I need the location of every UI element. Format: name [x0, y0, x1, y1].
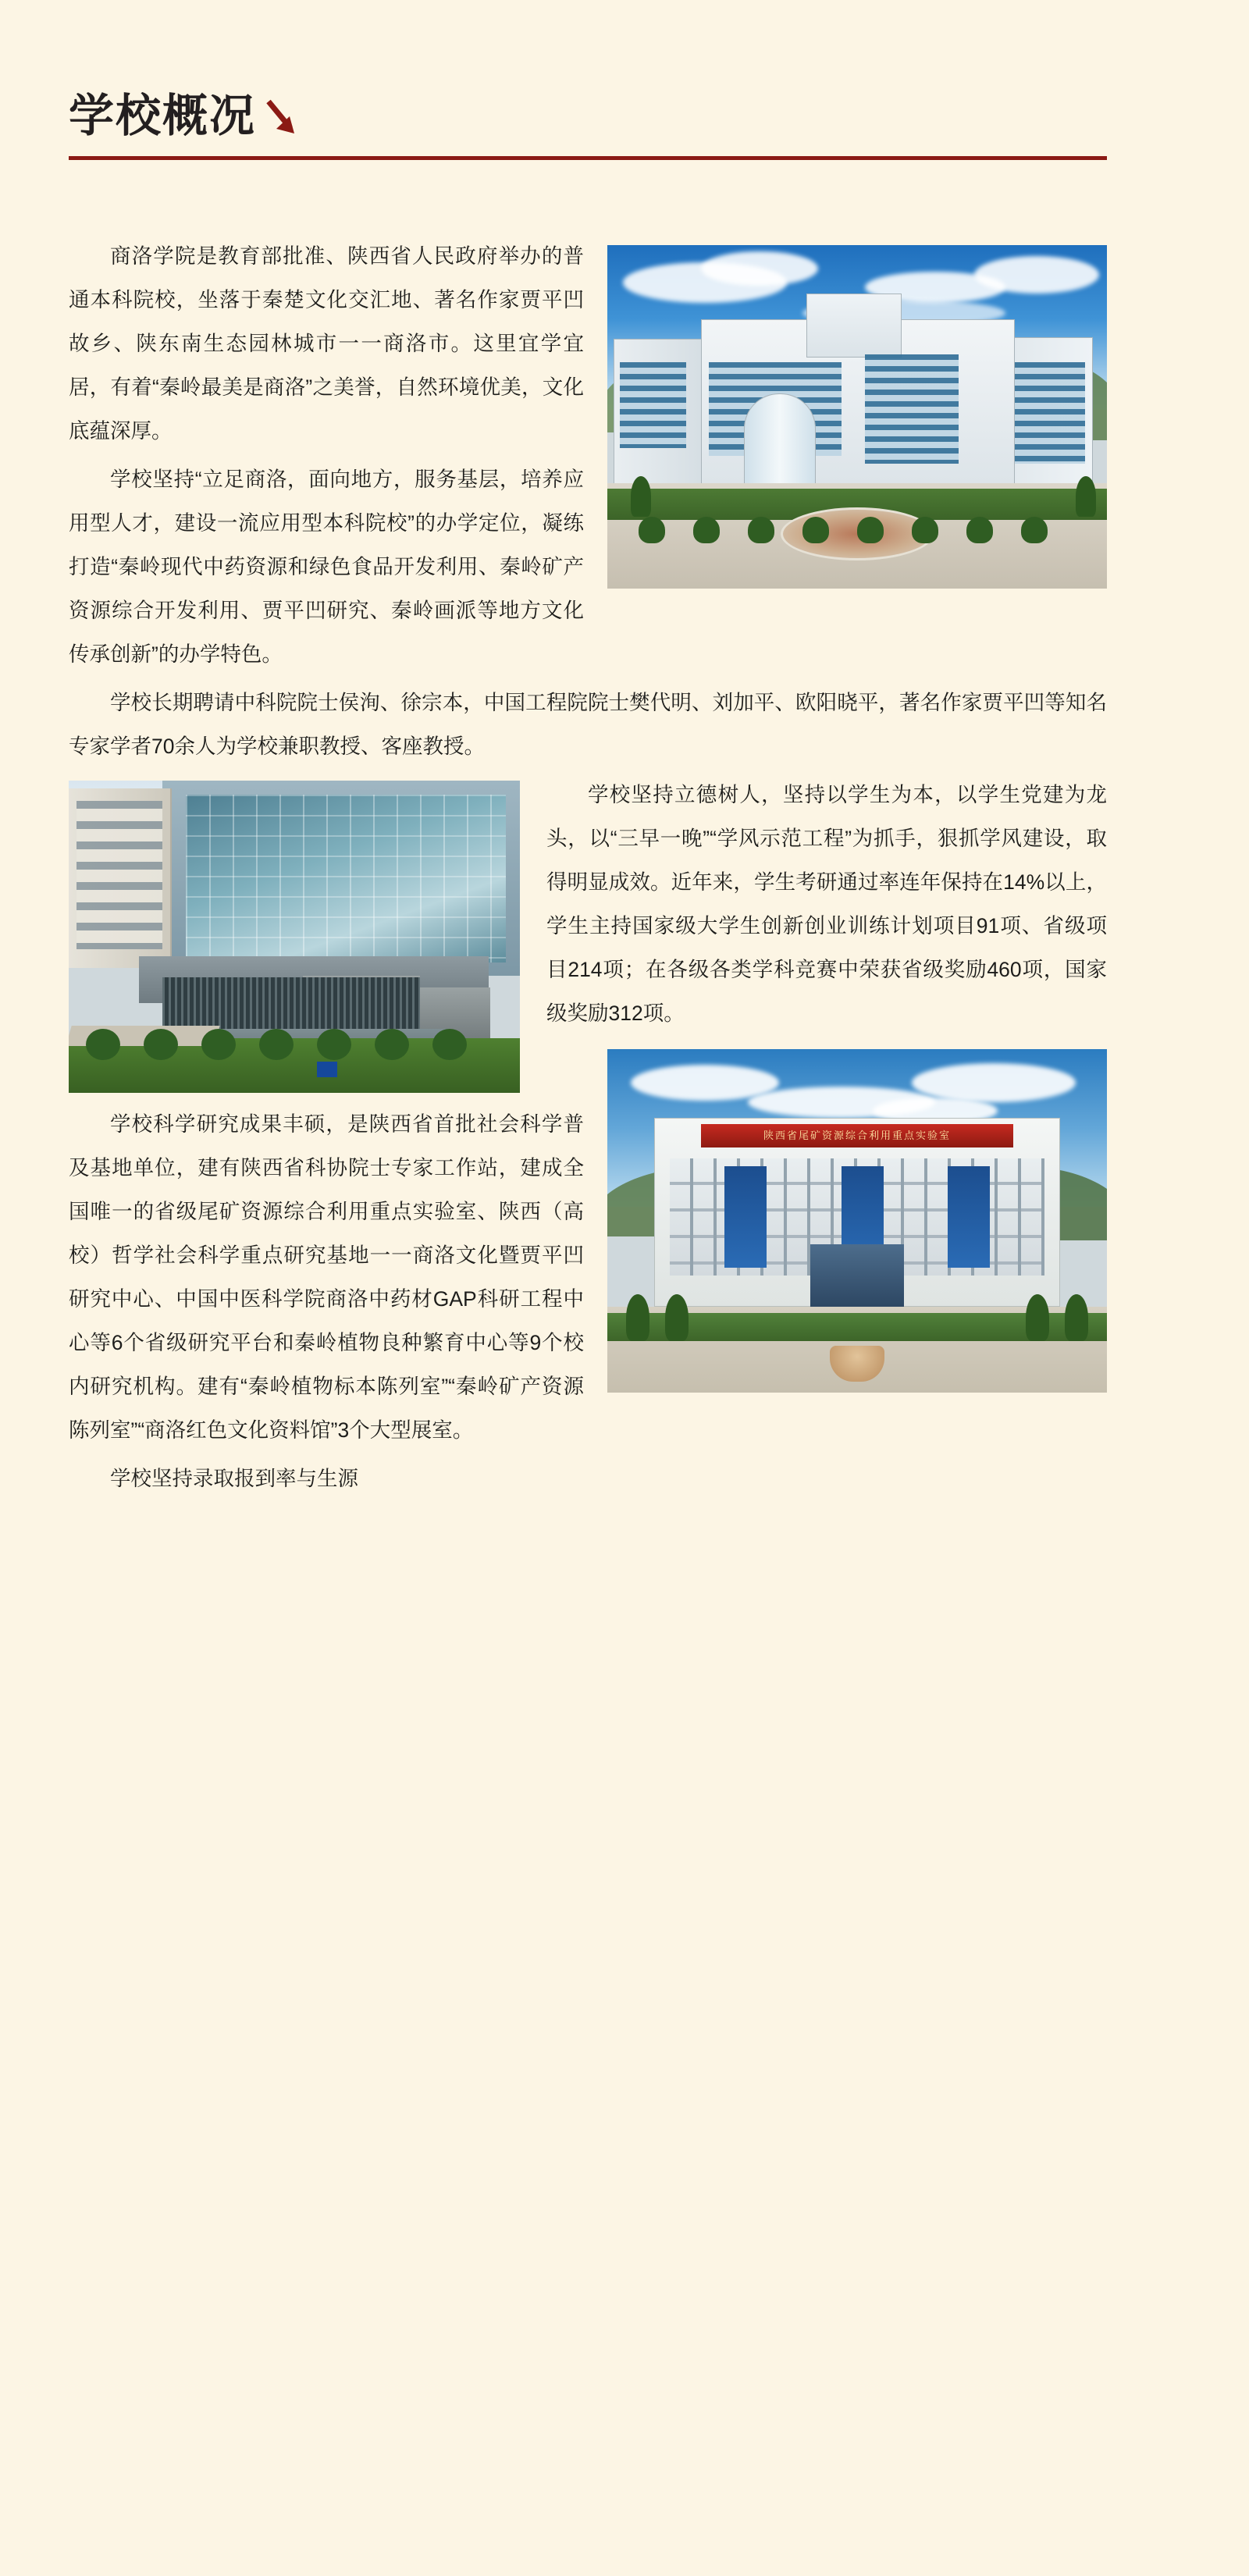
- glass-curtain-wall: [186, 795, 506, 962]
- tree-shape: [631, 476, 651, 517]
- shrub-shape: [912, 517, 938, 543]
- building-tower: [806, 294, 902, 358]
- shrub-shape: [802, 517, 829, 543]
- shrub-shape: [1021, 517, 1048, 543]
- blue-panel: [724, 1166, 767, 1268]
- paragraph: 学校坚持“立足商洛，面向地方，服务基层，培养应用型人才，建设一流应用型本科院校”的办学定位，凝练打造“秦岭现代中药资源和绿色食品开发利用、秦岭矿产资源综合开发利用、贾平凹研究、秦岭画派等地方文化传承创新”的办学特色。: [69, 468, 584, 666]
- blue-panel: [948, 1166, 990, 1268]
- tree-shape: [665, 1294, 689, 1341]
- tree-shape: [1065, 1294, 1088, 1341]
- campus-teaching-building-photo: [607, 245, 1107, 589]
- paragraph: 学校坚持立德树人，坚持以学生为本，以学生党建为龙头，以“三早一晚”“学风示范工程”为抓手，狠抓学风建设，取得明显成效。近年来，学生考研通过率连年保持在14%以上，学生主持国家级大学生创新创业训练计划项目91项、省级项目214项；在各级各类学科竞赛中荣获省级奖励460项，国家级奖励312项。: [546, 783, 1107, 1025]
- window-band: [620, 362, 686, 448]
- window-band: [865, 354, 959, 464]
- paragraph: 学校长期聘请中科院院士侯洵、徐宗本，中国工程院院士樊代明、刘加平、欧阳晓平，著名作家贾平凹等知名专家学者70余人为学校兼职教授、客座教授。: [69, 691, 1107, 758]
- window-band: [77, 801, 162, 949]
- shrub-shape: [748, 517, 774, 543]
- glass-building-waterfall-photo: [69, 781, 520, 1093]
- shrub-shape: [259, 1029, 294, 1060]
- tree-shape: [1026, 1294, 1049, 1341]
- window-band: [1015, 362, 1085, 464]
- shrub-shape: [432, 1029, 467, 1060]
- tree-shape: [626, 1294, 649, 1341]
- provincial-key-laboratory-photo: [607, 1049, 1107, 1393]
- shrub-shape: [966, 517, 993, 543]
- cloud-shape: [701, 251, 818, 286]
- shrub-shape: [144, 1029, 178, 1060]
- laboratory-banner-text: 陕西省尾矿资源综合利用重点实验室: [701, 1124, 1013, 1147]
- shrub-shape: [639, 517, 665, 543]
- shrub-shape: [693, 517, 720, 543]
- direction-sign: [317, 1062, 337, 1077]
- page-title: 学校概况: [69, 91, 257, 141]
- header-divider: [69, 156, 1107, 160]
- shrub-shape: [857, 517, 884, 543]
- tree-shape: [1076, 476, 1096, 517]
- shrub-shape: [375, 1029, 409, 1060]
- shrub-shape: [201, 1029, 236, 1060]
- arrow-down-right-icon: [262, 97, 303, 139]
- paragraph: 商洛学院是教育部批准、陕西省人民政府举办的普通本科院校，坐落于秦楚文化交汇地、著名作家贾平凹故乡、陕东南生态园林城市一一商洛市。这里宜学宜居，有着“秦岭最美是商洛”之美誉，自然环境优美，文化底蕴深厚。: [69, 244, 584, 443]
- paragraph: 学校坚持录取报到率与生源: [110, 1467, 358, 1490]
- paragraph: 学校科学研究成果丰硕，是陕西省首批社会科学普及基地单位，建有陕西省科协院士专家工作站，建成全国唯一的省级尾矿资源综合利用重点实验室、陕西（高校）哲学社会科学重点研究基地一一商洛文化暨贾平凹研究中心、中国中医科学院商洛中药材GAP科研工程中心等6个省级研究平台和秦岭植物良种繁育中心等9个校内研究机构。建有“秦岭植物标本陈列室”“秦岭矿产资源陈列室”“商洛红色文化资料馆”3个大型展室。: [69, 1112, 584, 1442]
- page-header: [69, 91, 1107, 160]
- cloud-shape: [912, 1063, 1076, 1102]
- cloud-shape: [974, 256, 1099, 294]
- shrub-shape: [317, 1029, 351, 1060]
- article-body: [69, 234, 1107, 1505]
- header-title-row: [69, 91, 1107, 141]
- building-entrance: [810, 1244, 904, 1307]
- shrub-shape: [86, 1029, 120, 1060]
